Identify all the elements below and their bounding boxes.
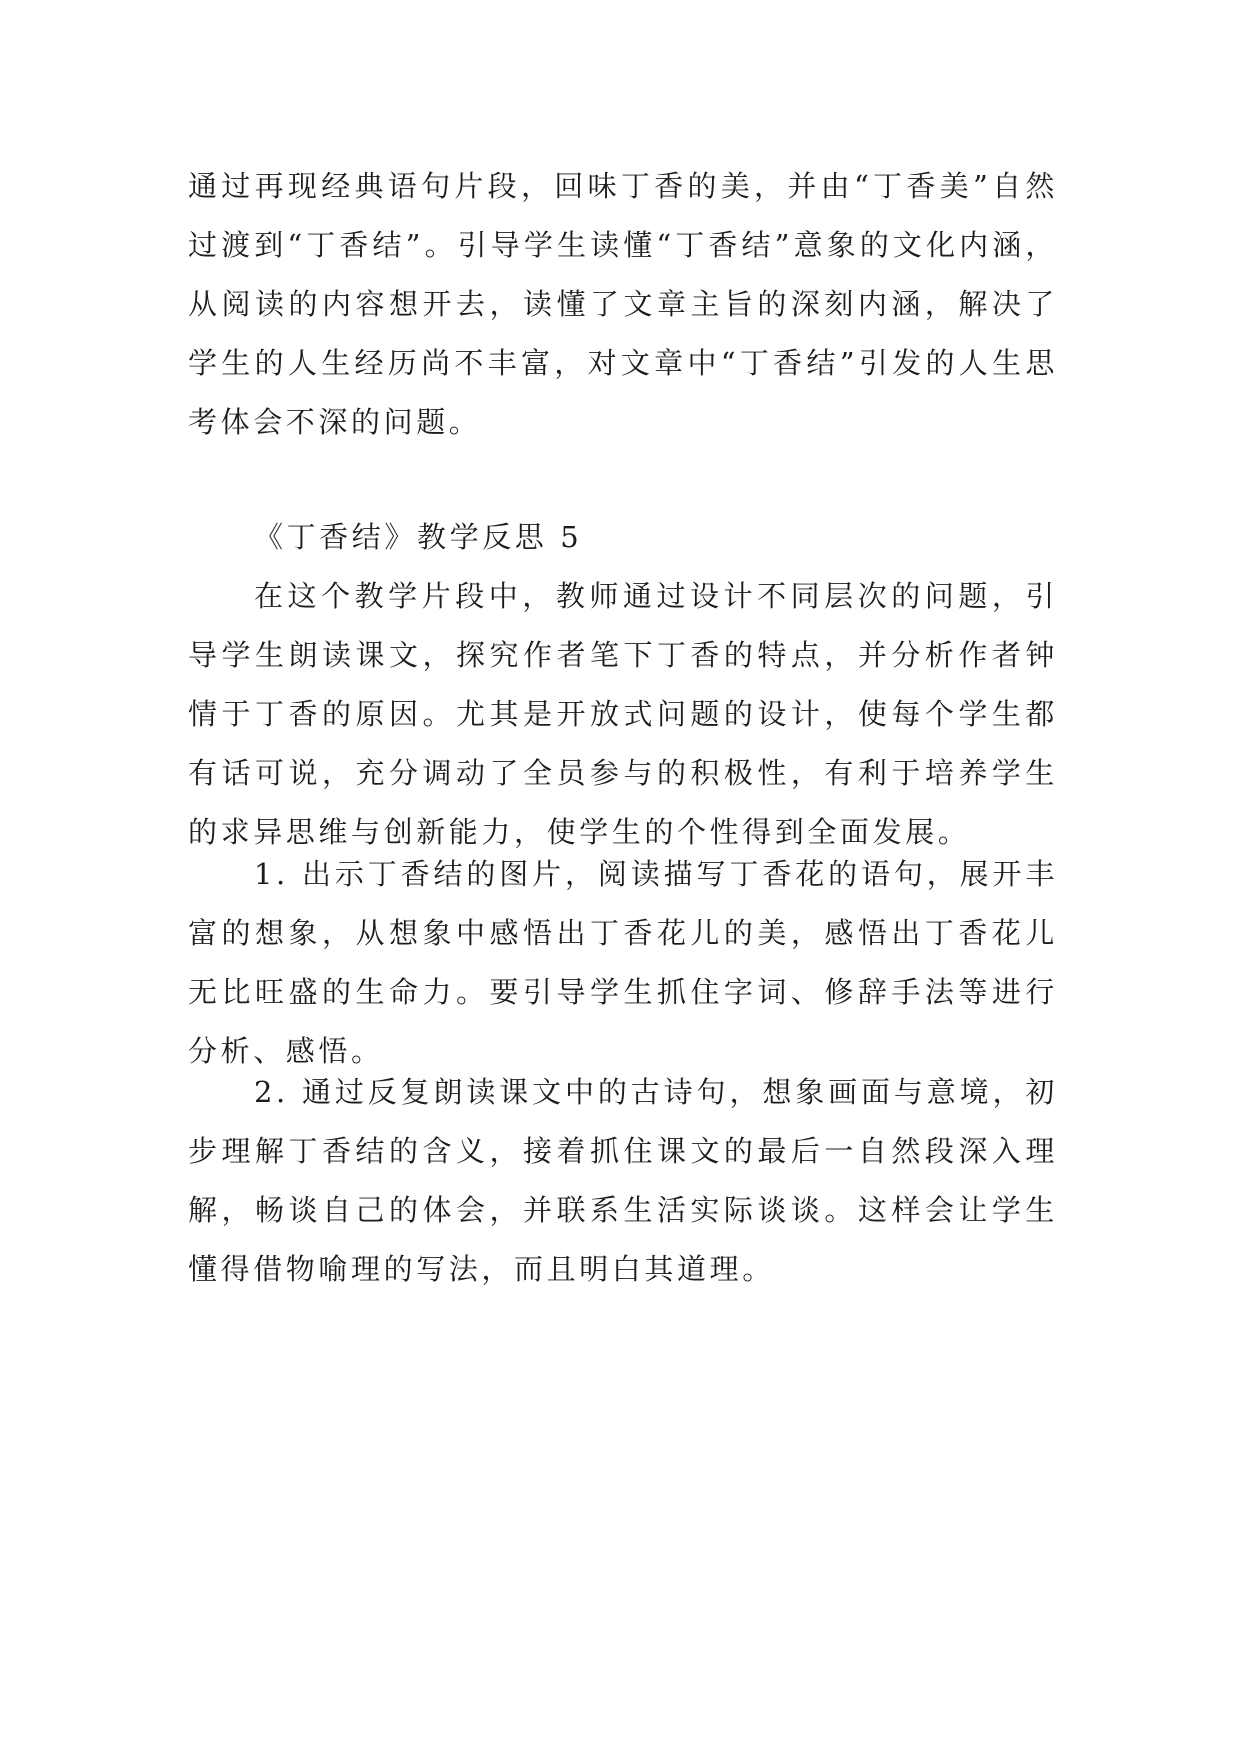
paragraph-continued: 通过再现经典语句片段，回味丁香的美，并由“丁香美”自然过渡到“丁香结”。引导学生读懂“丁香结”意象的文化内涵，从阅读的内容想开去，读懂了文章主旨的深刻内涵，解决了学生的人生经历尚不丰富，对文章中“丁香结”引发的人生思考体会不深的问题。 (188, 169, 1058, 439)
section-title: 《丁香结》教学反思 5 (254, 520, 583, 554)
paragraph-point-2: 2. 通过反复朗读课文中的古诗句，想象画面与意境，初步理解丁香结的含义，接着抓住课文的最后一自然段深入理解，畅谈自己的体会，并联系生活实际谈谈。这样会让学生懂得借物喻理的写法，而且明白其道理。 (188, 1075, 1058, 1286)
paragraph-point-1: 1. 出示丁香结的图片，阅读描写丁香花的语句，展开丰富的想象，从想象中感悟出丁香花儿的美，感悟出丁香花儿无比旺盛的生命力。要引导学生抓住字词、修辞手法等进行分析、感悟。 (188, 857, 1058, 1068)
paragraph-reflection: 在这个教学片段中，教师通过设计不同层次的问题，引导学生朗读课文，探究作者笔下丁香的特点，并分析作者钟情于丁香的原因。尤其是开放式问题的设计，使每个学生都有话可说，充分调动了全员参与的积极性，有利于培养学生的求异思维与创新能力，使学生的个性得到全面发展。 (188, 579, 1058, 849)
